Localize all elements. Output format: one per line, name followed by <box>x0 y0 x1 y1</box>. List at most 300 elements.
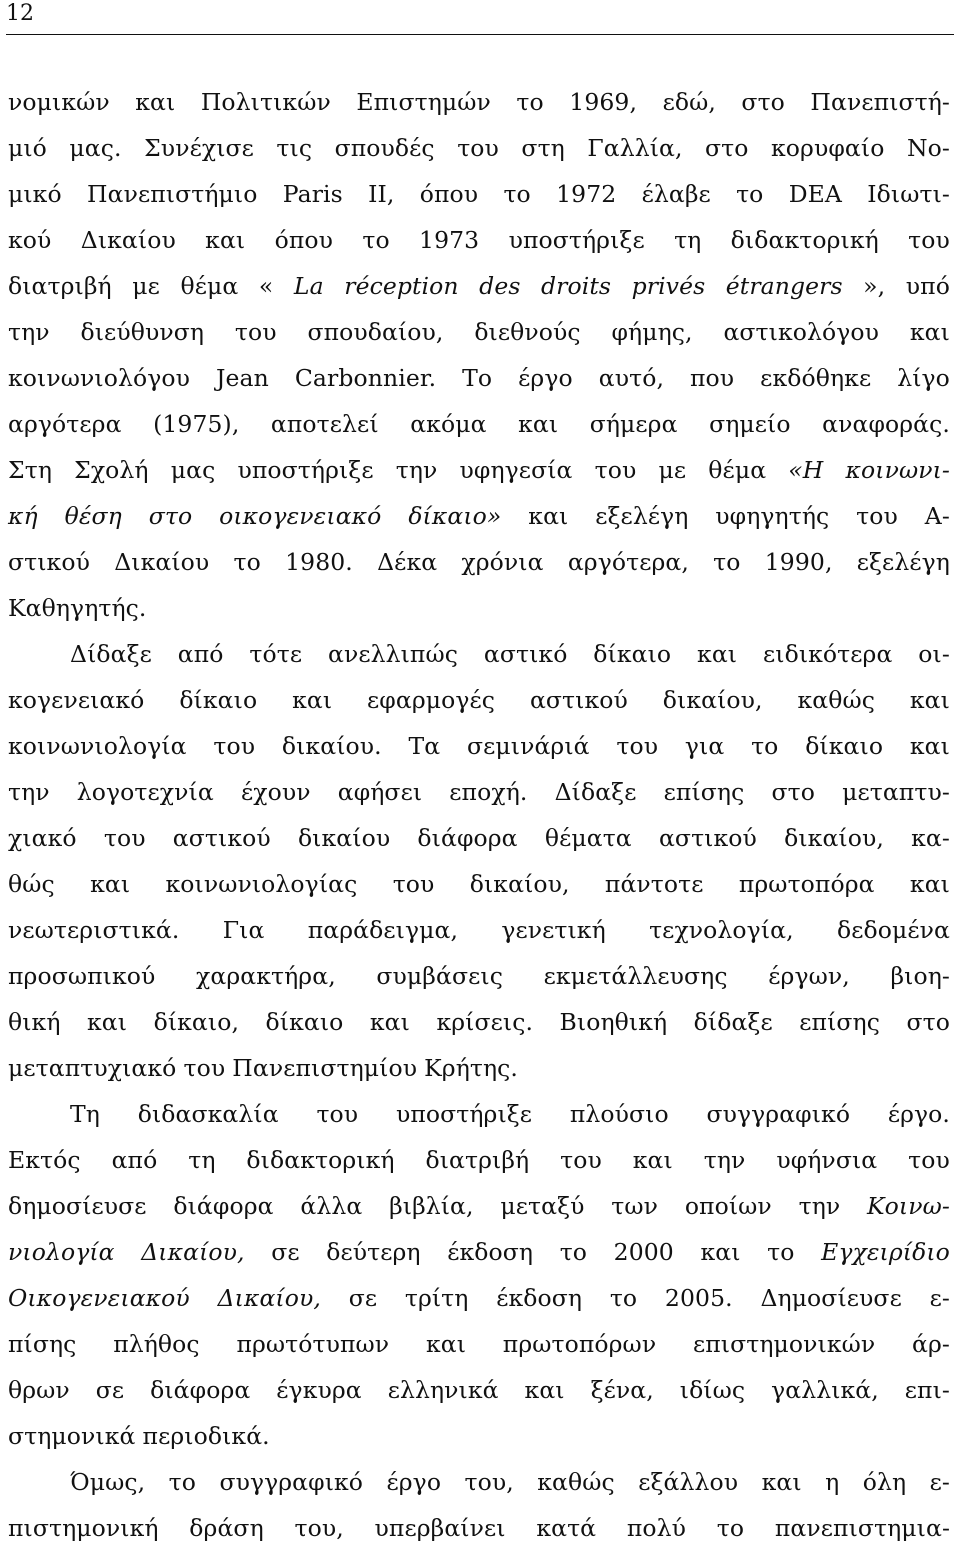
word: ιδίως <box>679 1376 746 1404</box>
word: το <box>559 1238 588 1266</box>
word: κρίσεις. <box>436 1008 534 1036</box>
word: έργο <box>386 1468 442 1496</box>
word: το <box>736 180 764 208</box>
word: προσωπικού <box>8 962 156 990</box>
word: πολύ <box>626 1514 687 1542</box>
page-number: 12 <box>6 1 34 26</box>
text-line <box>8 907 950 953</box>
word: υποστήριξε <box>395 1100 533 1128</box>
word: αργότερα, <box>567 548 689 576</box>
word: Νο- <box>906 134 950 162</box>
word: αποτελεί <box>270 410 379 438</box>
text-line <box>8 1183 950 1229</box>
word: διδασκαλία <box>137 1100 279 1128</box>
word: το <box>516 88 544 116</box>
word: δίκαιο» <box>408 502 502 530</box>
word: δίκαιο <box>179 686 258 714</box>
text-line <box>8 1505 950 1551</box>
word: το <box>751 732 779 760</box>
word: δικαίου, <box>662 686 763 714</box>
word: και <box>524 1376 565 1404</box>
word: 2000 <box>613 1238 674 1266</box>
word: την <box>798 1192 841 1220</box>
word: διατριβή <box>425 1146 530 1174</box>
word: σπουδαίου, <box>307 318 444 346</box>
word: σημείο <box>709 410 791 438</box>
word: Σχολή <box>74 456 149 484</box>
word: δίκαιο <box>593 640 672 668</box>
text-line <box>8 861 950 907</box>
word: στημονικά <box>8 1422 136 1450</box>
word: γενετική <box>501 916 606 944</box>
word: Συνέχισε <box>144 134 254 162</box>
word: ελληνικά <box>387 1376 499 1404</box>
word: Δικαίου <box>114 548 210 576</box>
word: 1969, <box>569 88 638 116</box>
word: θώς <box>8 870 55 898</box>
word: ε- <box>929 1284 950 1312</box>
word: και <box>425 1330 467 1358</box>
word: εδώ, <box>662 88 716 116</box>
word: λίγο <box>897 364 950 392</box>
word: του <box>457 134 499 162</box>
word: La <box>293 272 324 300</box>
word: γαλλικά, <box>771 1376 879 1404</box>
text-line <box>8 1413 950 1459</box>
word: μιό <box>8 134 47 162</box>
word: διάφορα <box>173 1192 274 1220</box>
word: του <box>316 1100 359 1128</box>
word: 1973 <box>419 226 480 254</box>
word: υπό <box>905 272 950 300</box>
word: του <box>560 1146 602 1174</box>
word: II, <box>368 180 395 208</box>
word: επι- <box>904 1376 950 1404</box>
word: μικό <box>8 180 62 208</box>
word: έργων, <box>768 962 850 990</box>
word: 2005. <box>664 1284 733 1312</box>
word: άρ- <box>912 1330 950 1358</box>
word: 1980. <box>285 548 353 576</box>
word: στο <box>705 134 749 162</box>
word: του <box>616 732 659 760</box>
word: διδακτορική <box>246 1146 395 1174</box>
word: στο <box>771 778 815 806</box>
word: έγκυρα <box>276 1376 362 1404</box>
word: σεμινάριά <box>466 732 590 760</box>
text-line <box>8 1045 950 1091</box>
word: ειδικότερα <box>762 640 893 668</box>
word: δίκαιο, <box>153 1008 240 1036</box>
text-line <box>8 1275 950 1321</box>
word: σε <box>95 1376 125 1404</box>
word: Οικογενειακού <box>8 1284 190 1312</box>
word: Τη <box>70 1100 100 1128</box>
word: του <box>234 318 277 346</box>
word: την <box>8 318 50 346</box>
word: επίσης <box>663 778 745 806</box>
word: des <box>479 272 521 300</box>
word: του <box>103 824 146 852</box>
text-line <box>8 999 950 1045</box>
word: θέμα <box>180 272 239 300</box>
word: Κοινω- <box>867 1192 950 1220</box>
word: πανεπιστημια- <box>774 1514 950 1542</box>
text-line <box>8 401 950 447</box>
word: του <box>856 502 898 530</box>
word: το <box>716 1514 745 1542</box>
word: επίσης <box>799 1008 880 1036</box>
word: και <box>205 226 246 254</box>
word: το <box>168 1468 196 1496</box>
word: πρωτότυπων <box>236 1330 390 1358</box>
word: Δέκα <box>377 548 438 576</box>
page-header <box>6 0 954 35</box>
text-line <box>8 493 950 539</box>
text-line <box>8 631 950 677</box>
word: φήμης, <box>611 318 693 346</box>
word: κοινωνι- <box>845 456 950 484</box>
word: δίδαξε <box>693 1008 773 1036</box>
word: υποστήριξε <box>237 456 374 484</box>
word: όπου <box>274 226 334 254</box>
word: », <box>863 272 886 300</box>
word: κατά <box>536 1514 597 1542</box>
word: την <box>395 456 438 484</box>
word: étrangers <box>725 272 843 300</box>
word: δικαίου <box>297 824 391 852</box>
word: ανελλιπώς <box>328 640 459 668</box>
word: και <box>87 1008 128 1036</box>
word: μας <box>170 456 216 484</box>
word: καθώς <box>537 1468 615 1496</box>
word: privés <box>631 272 706 300</box>
word: τις <box>276 134 313 162</box>
word: το <box>362 226 390 254</box>
word: εξελέγη <box>856 548 950 576</box>
word: Καθηγητής. <box>8 594 147 622</box>
word: τη <box>674 226 702 254</box>
word: Πανεπιστή- <box>810 88 950 116</box>
text-line <box>8 1137 950 1183</box>
text-line <box>8 1229 950 1275</box>
word: θική <box>8 1008 61 1036</box>
word: πλούσιο <box>569 1100 669 1128</box>
word: διεύθυνση <box>80 318 205 346</box>
word: όπου <box>419 180 479 208</box>
word: τεχνολογία, <box>649 916 794 944</box>
word: από <box>111 1146 158 1174</box>
word: και <box>292 686 333 714</box>
text-line <box>8 1321 950 1367</box>
word: με <box>658 456 687 484</box>
word: τη <box>188 1146 216 1174</box>
word: δεύτερη <box>326 1238 421 1266</box>
word: ξένα, <box>590 1376 654 1404</box>
word: συγγραφικό <box>219 1468 364 1496</box>
word: υφηγητής <box>715 502 830 530</box>
word: réception <box>344 272 459 300</box>
word: τρίτη <box>404 1284 469 1312</box>
word: παράδειγμα, <box>307 916 459 944</box>
word: καθώς <box>797 686 876 714</box>
word: για <box>684 732 725 760</box>
word: στη <box>521 134 565 162</box>
word: Jean <box>215 364 269 392</box>
word: δίκαιο <box>265 1008 344 1036</box>
word: και <box>528 502 569 530</box>
word: Δικαίου <box>80 226 176 254</box>
word: droits <box>541 272 612 300</box>
word: και <box>632 1146 673 1174</box>
word: βιβλία, <box>389 1192 474 1220</box>
word: κορυφαίο <box>771 134 885 162</box>
word: σπουδές <box>334 134 435 162</box>
word: εποχή. <box>449 778 528 806</box>
word: μεταπτυ- <box>842 778 950 806</box>
word: κού <box>8 226 52 254</box>
word: και <box>909 318 950 346</box>
word: χρόνια <box>461 548 544 576</box>
word: Βιοηθική <box>559 1008 668 1036</box>
word: θέματα <box>544 824 632 852</box>
word: Επιστημών <box>356 88 491 116</box>
word: διατριβή <box>8 272 112 300</box>
word: του <box>213 732 256 760</box>
word: δικαίου, <box>784 824 884 852</box>
word: εξελέγη <box>595 502 689 530</box>
word: υπερβαίνει <box>374 1514 506 1542</box>
word: Δικαίου, <box>141 1238 245 1266</box>
word: αργότερα <box>8 410 122 438</box>
word: δημοσίευσε <box>8 1192 147 1220</box>
word: οι- <box>918 640 950 668</box>
word: Το <box>462 364 493 392</box>
word: αστικό <box>483 640 568 668</box>
word: στο <box>741 88 785 116</box>
text-line <box>8 1091 950 1137</box>
word: μεταξύ <box>500 1192 585 1220</box>
word: σε <box>348 1284 378 1312</box>
word: έχουν <box>240 778 311 806</box>
word: Πολιτικών <box>200 88 331 116</box>
word: αστικού <box>529 686 628 714</box>
word: Γαλλία, <box>587 134 683 162</box>
word: αστικού <box>658 824 757 852</box>
word: υφήνσια <box>776 1146 878 1174</box>
word: αναφοράς. <box>822 410 950 438</box>
word: όλη <box>862 1468 907 1496</box>
word: δράση <box>189 1514 264 1542</box>
text-line <box>8 723 950 769</box>
word: έλαβε <box>641 180 711 208</box>
word: στο <box>148 502 193 530</box>
word: νεωτεριστικά. <box>8 916 180 944</box>
text-line <box>8 355 950 401</box>
word: 1990, <box>764 548 833 576</box>
word: Εγχειρίδιο <box>821 1238 950 1266</box>
word: κοινωνιολογίας <box>165 870 358 898</box>
word: Δικαίου, <box>217 1284 321 1312</box>
word: ε- <box>929 1468 950 1496</box>
word: συγγραφικό <box>706 1100 851 1128</box>
word: ακόμα <box>410 410 487 438</box>
text-line <box>8 309 950 355</box>
word: θέμα <box>708 456 767 484</box>
word: Α- <box>924 502 950 530</box>
word: χιακό <box>8 824 77 852</box>
word: άλλα <box>300 1192 363 1220</box>
word: αυτό, <box>598 364 665 392</box>
word: την <box>703 1146 746 1174</box>
word: εξάλλου <box>638 1468 739 1496</box>
body-text <box>8 79 950 1551</box>
word: πίσης <box>8 1330 77 1358</box>
word: πάντοτε <box>604 870 704 898</box>
word: το <box>233 548 261 576</box>
word: το <box>503 180 531 208</box>
text-line <box>8 79 950 125</box>
word: το <box>609 1284 638 1312</box>
word: του, <box>464 1468 514 1496</box>
word: Πανεπιστήμιο <box>87 180 258 208</box>
word: οποίων <box>684 1192 772 1220</box>
word: των <box>611 1192 659 1220</box>
word: Πανεπιστημίου <box>232 1054 418 1082</box>
word: Ιδιωτι- <box>867 180 950 208</box>
text-line <box>8 263 950 309</box>
word: αστικού <box>172 824 271 852</box>
word: υφηγεσία <box>459 456 573 484</box>
word: αστικολόγου <box>723 318 880 346</box>
word: υποστήριξε <box>508 226 645 254</box>
text-line <box>8 447 950 493</box>
text-line <box>8 217 950 263</box>
word: αφήσει <box>337 778 423 806</box>
word: και <box>909 870 950 898</box>
text-line <box>8 125 950 171</box>
word: και <box>761 1468 802 1496</box>
text-line <box>8 769 950 815</box>
word: διδακτορική <box>730 226 879 254</box>
word: οικογενειακό <box>219 502 382 530</box>
word: νομικών <box>8 88 110 116</box>
word: κα- <box>911 824 950 852</box>
word: του, <box>294 1514 344 1542</box>
text-line <box>8 539 950 585</box>
word: και <box>700 1238 741 1266</box>
word: δίκαιο <box>805 732 884 760</box>
word: λογοτεχνία <box>76 778 214 806</box>
word: του <box>392 870 435 898</box>
word: δικαίου, <box>469 870 570 898</box>
word: σε <box>271 1238 300 1266</box>
word: Δίδαξε <box>554 778 637 806</box>
word: και <box>369 1008 410 1036</box>
word: έργο. <box>887 1100 950 1128</box>
word: κοινωνιολογία <box>8 732 187 760</box>
word: η <box>825 1468 840 1496</box>
word: πλήθος <box>113 1330 200 1358</box>
text-line <box>8 677 950 723</box>
word: του <box>908 226 950 254</box>
word: Για <box>222 916 265 944</box>
word: Carbonnier. <box>294 364 437 392</box>
word: δικαίου. <box>281 732 382 760</box>
word: (1975), <box>153 410 240 438</box>
word: τότε <box>249 640 303 668</box>
word: την <box>8 778 50 806</box>
word: και <box>518 410 559 438</box>
word: δεδομένα <box>836 916 950 944</box>
word: εκμετάλλευσης <box>543 962 728 990</box>
text-line <box>8 1459 950 1505</box>
word: στικού <box>8 548 90 576</box>
word: κογενειακό <box>8 686 145 714</box>
word: Κρήτης. <box>424 1054 519 1082</box>
word: Όμως, <box>70 1468 146 1496</box>
word: Τα <box>408 732 441 760</box>
word: και <box>909 732 950 760</box>
word: διεθνούς <box>474 318 581 346</box>
word: DEA <box>788 180 842 208</box>
word: Paris <box>282 180 343 208</box>
word: πρωτοπόρων <box>502 1330 657 1358</box>
word: στο <box>906 1008 950 1036</box>
word: που <box>690 364 735 392</box>
word: και <box>90 870 131 898</box>
word: κοινωνιολόγου <box>8 364 190 392</box>
word: Εκτός <box>8 1146 81 1174</box>
word: συμβάσεις <box>376 962 503 990</box>
word: Δίδαξε <box>70 640 152 668</box>
word: Στη <box>8 456 52 484</box>
text-line <box>8 171 950 217</box>
word: έκδοση <box>496 1284 583 1312</box>
word: πιστημονική <box>8 1514 159 1542</box>
word: θέση <box>64 502 122 530</box>
word: θρων <box>8 1376 70 1404</box>
word: έργο <box>518 364 573 392</box>
word: κή <box>8 502 38 530</box>
word: του <box>908 1146 950 1174</box>
word: το <box>713 548 741 576</box>
word: διάφορα <box>417 824 518 852</box>
word: 1972 <box>556 180 617 208</box>
word: έκδοση <box>447 1238 534 1266</box>
text-line <box>8 1367 950 1413</box>
text-line <box>8 953 950 999</box>
word: Δημοσίευσε <box>760 1284 902 1312</box>
word: πρωτοπόρα <box>738 870 875 898</box>
word: επιστημονικών <box>692 1330 876 1358</box>
word: και <box>135 88 176 116</box>
word: εκδόθηκε <box>760 364 872 392</box>
word: εφαρμογές <box>367 686 496 714</box>
text-line <box>8 585 950 631</box>
word: νιολογία <box>8 1238 115 1266</box>
word: το <box>767 1238 795 1266</box>
word: και <box>909 686 950 714</box>
word: του <box>183 1054 226 1082</box>
word: και <box>697 640 738 668</box>
word: « <box>258 272 274 300</box>
word: βιοη- <box>890 962 950 990</box>
word: του <box>594 456 637 484</box>
text-line <box>8 815 950 861</box>
word: διάφορα <box>150 1376 251 1404</box>
word: περιοδικά. <box>142 1422 270 1450</box>
